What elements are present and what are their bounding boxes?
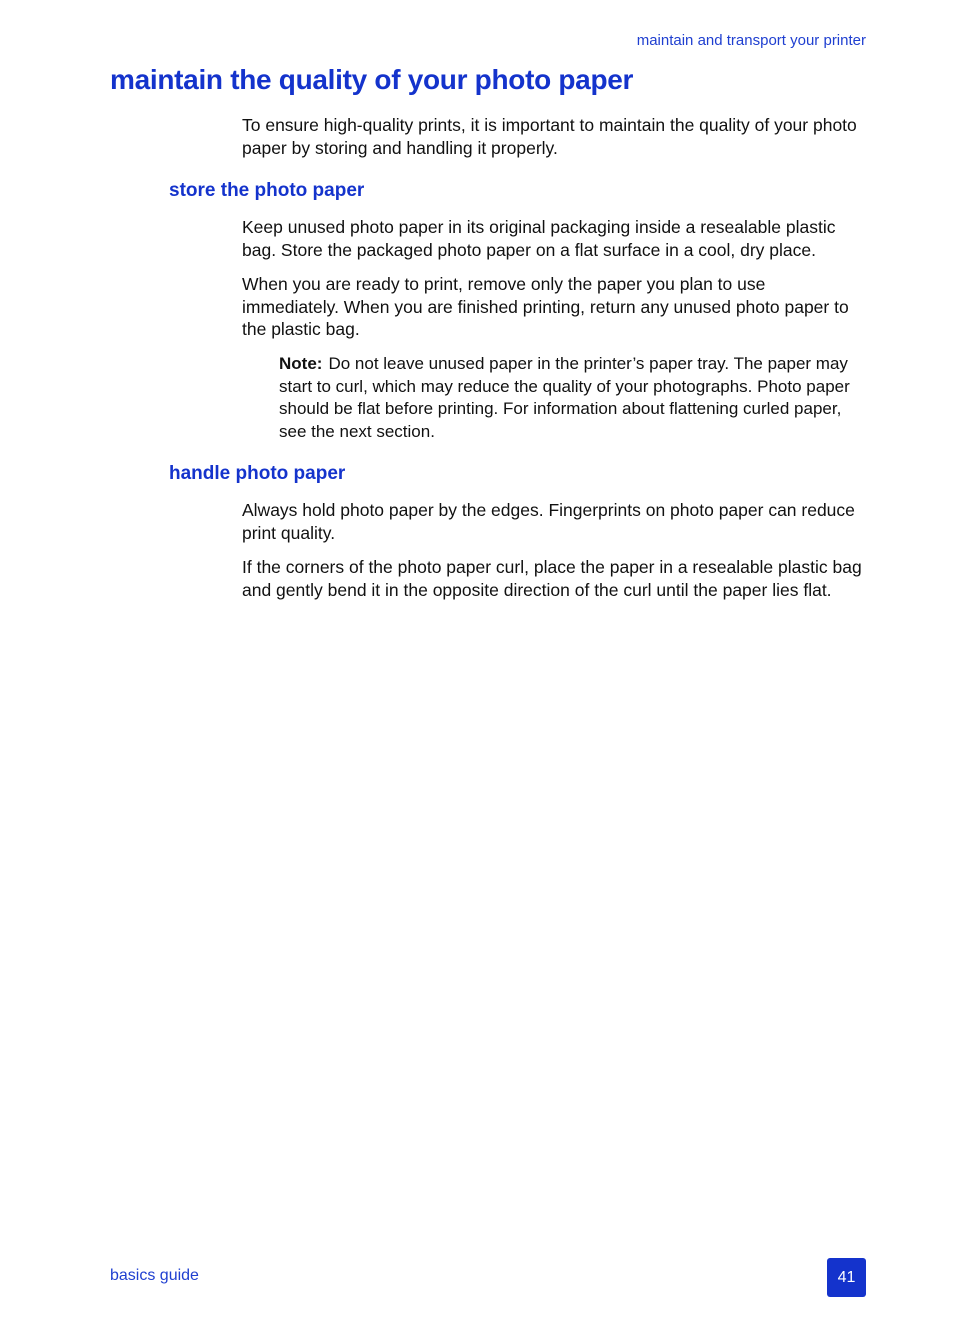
- note-block: [279, 353, 865, 443]
- handle-paragraph-1: Always hold photo paper by the edges. Fingerprints on photo paper can reduce print quality.: [242, 500, 855, 543]
- store-paragraph-2: When you are ready to print, remove only the paper you plan to use immediately. When you are finished printing, return any unused photo paper to the plastic bag.: [242, 274, 849, 339]
- store-paragraph-1: Keep unused photo paper in its original packaging inside a resealable plastic bag. Store the packaged photo paper on a flat surface in a cool, dry place.: [242, 217, 836, 260]
- section-heading-store: store the photo paper: [169, 180, 365, 201]
- page-number-badge: 41: [827, 1258, 866, 1297]
- section-heading-handle: handle photo paper: [169, 463, 346, 484]
- note-text: Do not leave unused paper in the printer’s paper tray. The paper may start to curl, which may reduce the quality of your photographs. Photo paper should be flat before printing. For information about flattening curled paper, see the next section.: [279, 354, 850, 441]
- page-title: maintain the quality of your photo paper: [110, 64, 634, 95]
- note-label: Note:: [279, 354, 323, 373]
- running-header: maintain and transport your printer: [636, 32, 866, 49]
- intro-paragraph: To ensure high-quality prints, it is important to maintain the quality of your photo paper by storing and handling it properly.: [242, 115, 857, 158]
- footer-guide-label: basics guide: [110, 1267, 199, 1284]
- handle-paragraph-2: If the corners of the photo paper curl, place the paper in a resealable plastic bag and gently bend it in the opposite direction of the curl until the paper lies flat.: [242, 557, 862, 600]
